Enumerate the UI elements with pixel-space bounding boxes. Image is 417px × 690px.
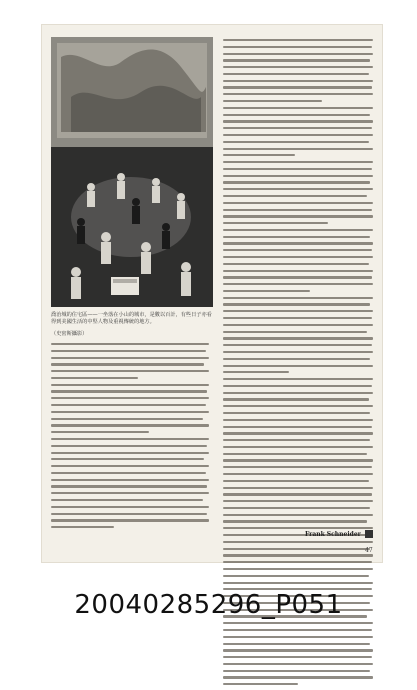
party-photo: [51, 37, 213, 307]
author-byline: Frank Schneider: [305, 531, 361, 538]
end-of-article-mark-icon: [365, 530, 373, 538]
file-identifier-label: 20040285296_P051: [74, 590, 343, 620]
page-number: 47: [365, 547, 373, 554]
photo-caption: [51, 312, 213, 326]
article-column-left: [51, 343, 209, 533]
caption-line: 喬治城的住宅區——一坐落在小山的城市，是數以百計，有些日子亦看: [51, 312, 212, 318]
magazine-page: [42, 25, 382, 562]
illustration-label: （史密斯攝影）: [51, 331, 88, 337]
party-scene-illustration: [51, 37, 213, 307]
caption-line: 得到美國生活的中堅人物及重視傳統的地方。: [51, 319, 155, 325]
